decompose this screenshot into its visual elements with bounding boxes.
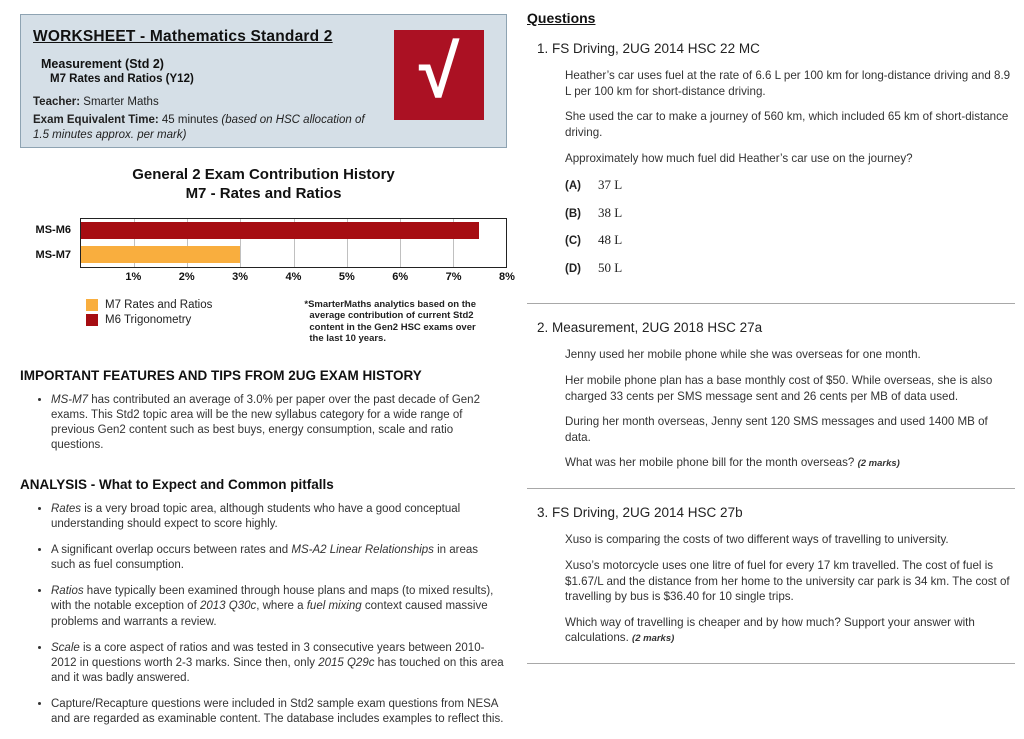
bar-ms-m7 — [81, 246, 240, 263]
question-2 — [527, 320, 1015, 489]
analysis-heading: ANALYSIS - What to Expect and Common pitfalls — [20, 476, 334, 492]
smartermaths-logo-checkmark-icon: √ — [394, 30, 484, 120]
question-1 — [527, 41, 1015, 304]
question-number: 2. — [537, 320, 549, 336]
bar-ms-m6 — [81, 222, 479, 239]
x-tick-label: 8% — [499, 270, 515, 283]
question-2-body — [565, 347, 1015, 471]
x-tick-label: 7% — [445, 270, 462, 283]
question-paragraph: Her mobile phone plan has a base monthly cost of $50. While overseas, she is also charged 33 cents per SMS message sent and 26 cents per MB of data used. — [565, 373, 993, 403]
question-number: 3. — [537, 505, 549, 521]
question-title: FS Driving, 2UG 2014 HSC 27b — [552, 505, 743, 521]
legend-item-m7 — [86, 299, 212, 311]
features-bullet-list — [20, 393, 507, 454]
question-paragraph: Xuso is comparing the costs of two different ways of travelling to university. — [565, 533, 949, 547]
option-value: 37 L — [598, 177, 623, 193]
question-3-header — [527, 505, 1015, 520]
question-3 — [527, 505, 1015, 664]
option-b — [565, 204, 1015, 223]
exam-contribution-chart — [20, 166, 515, 345]
gridline — [506, 219, 507, 267]
x-tick-label: 3% — [232, 270, 249, 283]
option-c — [565, 231, 1015, 250]
option-letter: (D) — [565, 262, 581, 275]
list-item: • Ratios have typically been examined through house plans and maps (to mixed results), with the notable exception of 2013 Q30c, where a fuel mixing context caused massive problems and warrants a review. — [51, 584, 507, 630]
x-tick-label: 5% — [338, 270, 355, 283]
list-item: • MS-M7 has contributed an average of 3.0% per paper over the past decade of Gen2 exams. This Std2 topic area will be the new syllabus category for a wide range of previous Gen2 content such as best buys, energy consumption, scale and ratio questions. — [51, 393, 507, 454]
list-item: • Capture/Recapture questions were included in Std2 sample exam questions from NESA and are regarded as examinable content. The database includes examples to reflect this. — [51, 697, 507, 727]
option-letter: (B) — [565, 207, 581, 220]
option-a — [565, 176, 1015, 195]
exam-time-line: Exam Equivalent Time: 45 minutes (based on HSC allocation of 1.5 minutes approx. per mark) — [33, 113, 365, 141]
chart-plot-area — [80, 218, 507, 268]
question-number: 1. — [537, 41, 549, 56]
category-label-ms-m7: MS-M7 — [35, 249, 71, 261]
question-2-header — [527, 320, 1015, 335]
x-tick-label: 1% — [125, 270, 142, 283]
legend-swatch-orange — [86, 299, 98, 311]
list-item: • Scale is a core aspect of ratios and was tested in 3 consecutive years between 2010-2012 in questions worth 2-3 marks. Since then, only 2015 Q29c has touched on this area and it was badly answered. — [51, 641, 507, 687]
question-title: FS Driving, 2UG 2014 HSC 22 MC — [552, 41, 760, 56]
option-letter: (C) — [565, 235, 581, 248]
question-paragraph: She used the car to make a journey of 560 km, which included 65 km of short-distance driving. — [565, 110, 1009, 139]
question-1-header — [527, 41, 1015, 56]
option-value: 48 L — [598, 232, 623, 248]
x-tick-label: 4% — [285, 270, 302, 283]
worksheet-title: WORKSHEET - Mathematics Standard 2 — [33, 28, 333, 45]
option-value: 50 L — [598, 259, 623, 275]
chart-footnote — [304, 299, 479, 345]
legend-swatch-red — [86, 314, 98, 326]
worksheet-topic: M7 Rates and Ratios (Y12) — [50, 73, 194, 85]
legend-label-m7: M7 Rates and Ratios — [105, 298, 213, 311]
category-label-ms-m6: MS-M6 — [35, 224, 71, 236]
chart-x-axis-ticks — [80, 270, 515, 287]
chart-title-line1: General 2 Exam Contribution History — [132, 166, 395, 183]
worksheet-header-box — [20, 14, 507, 148]
footnote-line: average contribution of current Std2 — [309, 310, 474, 322]
question-1-body — [565, 68, 1015, 277]
x-tick-label: 2% — [178, 270, 195, 283]
option-letter: (A) — [565, 180, 581, 193]
question-paragraph: Jenny used her mobile phone while she was overseas for one month. — [565, 348, 921, 362]
worksheet-subject: Measurement (Std 2) — [41, 57, 164, 71]
questions-column — [527, 10, 1015, 680]
footnote-line: content in the Gen2 HSC exams over — [309, 321, 476, 333]
analysis-bullet-list — [20, 502, 507, 728]
questions-heading: Questions — [527, 10, 596, 26]
question-title: Measurement, 2UG 2018 HSC 27a — [552, 320, 763, 336]
option-d — [565, 259, 1015, 278]
question-paragraph: Which way of travelling is cheaper and by how much? Support your answer with calculations. (2 marks) — [565, 615, 975, 645]
option-value: 38 L — [598, 204, 623, 220]
chart-title-line2: M7 - Rates and Ratios — [185, 184, 342, 202]
question-paragraph: During her month overseas, Jenny sent 120 SMS messages and used 1400 MB of data. — [565, 415, 988, 444]
footnote-line: the last 10 years. — [309, 333, 386, 345]
footnote-line: *SmarterMaths analytics based on the — [304, 298, 476, 310]
teacher-line: Teacher: Smarter Maths — [33, 96, 159, 108]
worksheet-column — [20, 14, 515, 739]
question-paragraph: Xuso’s motorcycle uses one litre of fuel for every 17 km travelled. The cost of fuel is $1.67/L and the distance from her home to the university car park is 34 km. The cost of travelling by bus is $36.40 for 10 single trips. — [565, 558, 1010, 604]
question-paragraph: What was her mobile phone bill for the month overseas? (2 marks) — [565, 456, 900, 470]
question-3-body — [565, 532, 1015, 646]
list-item: • Rates is a very broad topic area, although students who have a good conceptual understanding should expect to score highly. — [51, 502, 507, 532]
list-item: • A significant overlap occurs between rates and MS-A2 Linear Relationships in areas such as fuel consumption. — [51, 543, 507, 573]
legend-label-m6: M6 Trigonometry — [105, 313, 192, 326]
chart-title — [20, 166, 507, 204]
features-heading: IMPORTANT FEATURES AND TIPS FROM 2UG EXAM HISTORY — [20, 367, 422, 383]
chart-legend — [86, 299, 212, 345]
question-paragraph: Heather’s car uses fuel at the rate of 6.6 L per 100 km for long-distance driving and 8.9 L per 100 km for short-distance driving. — [565, 69, 1011, 98]
legend-item-m6 — [86, 314, 212, 326]
x-tick-label: 6% — [392, 270, 409, 283]
chart-category-labels — [20, 218, 80, 268]
question-paragraph: Approximately how much fuel did Heather’s car use on the journey? — [565, 151, 913, 165]
